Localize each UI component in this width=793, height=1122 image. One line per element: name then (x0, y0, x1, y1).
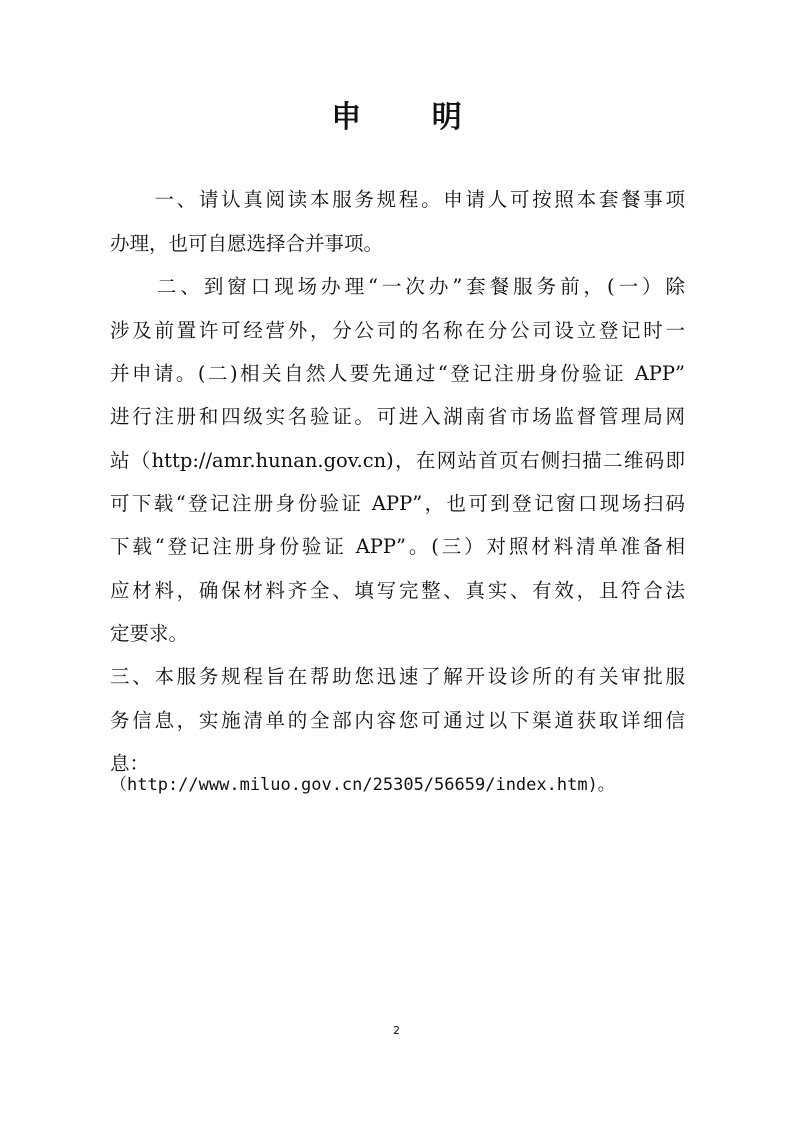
paragraph-line: 应材料，确保材料齐全、填写完整、真实、有效，且符合法 (110, 579, 685, 602)
paragraph-line: 二、到窗口现场办理“一次办”套餐服务前，(一）除 (110, 275, 685, 298)
paragraph-line: 定要求。 (110, 622, 189, 645)
paragraph-line: 进行注册和四级实名验证。可进入湖南省市场监督管理局网 (110, 405, 685, 428)
paragraph-line: 办理，也可自愿选择合并事项。 (110, 232, 384, 255)
url-link-text: （http://www.miluo.gov.cn/25305/56659/index.htm)。 (110, 775, 615, 795)
paragraph-line: 并申请。(二)相关自然人要先通过“登记注册身份验证 APP” (110, 362, 685, 385)
paragraph-line: 涉及前置许可经营外，分公司的名称在分公司设立登记时一 (110, 319, 685, 342)
paragraph-line: 务信息，实施清单的全部内容您可通过以下渠道获取详细信 (110, 709, 685, 732)
paragraph-line: 息： (110, 752, 150, 775)
paragraph-line: 下载“登记注册身份验证 APP”。(三）对照材料清单准备相 (110, 535, 685, 558)
paragraph-line: 站（http://amr.hunan.gov.cn)，在网站首页右侧扫描二维码即 (110, 449, 685, 472)
paragraph-line: 一、请认真阅读本服务规程。申请人可按照本套餐事项 (110, 188, 685, 211)
paragraph-line: 可下载“登记注册身份验证 APP”，也可到登记窗口现场扫码 (110, 492, 685, 515)
page-title: 申 明 (331, 100, 492, 135)
paragraph-line: 三、本服务规程旨在帮助您迅速了解开设诊所的有关审批服 (110, 665, 685, 688)
page-number: 2 (393, 1024, 400, 1037)
